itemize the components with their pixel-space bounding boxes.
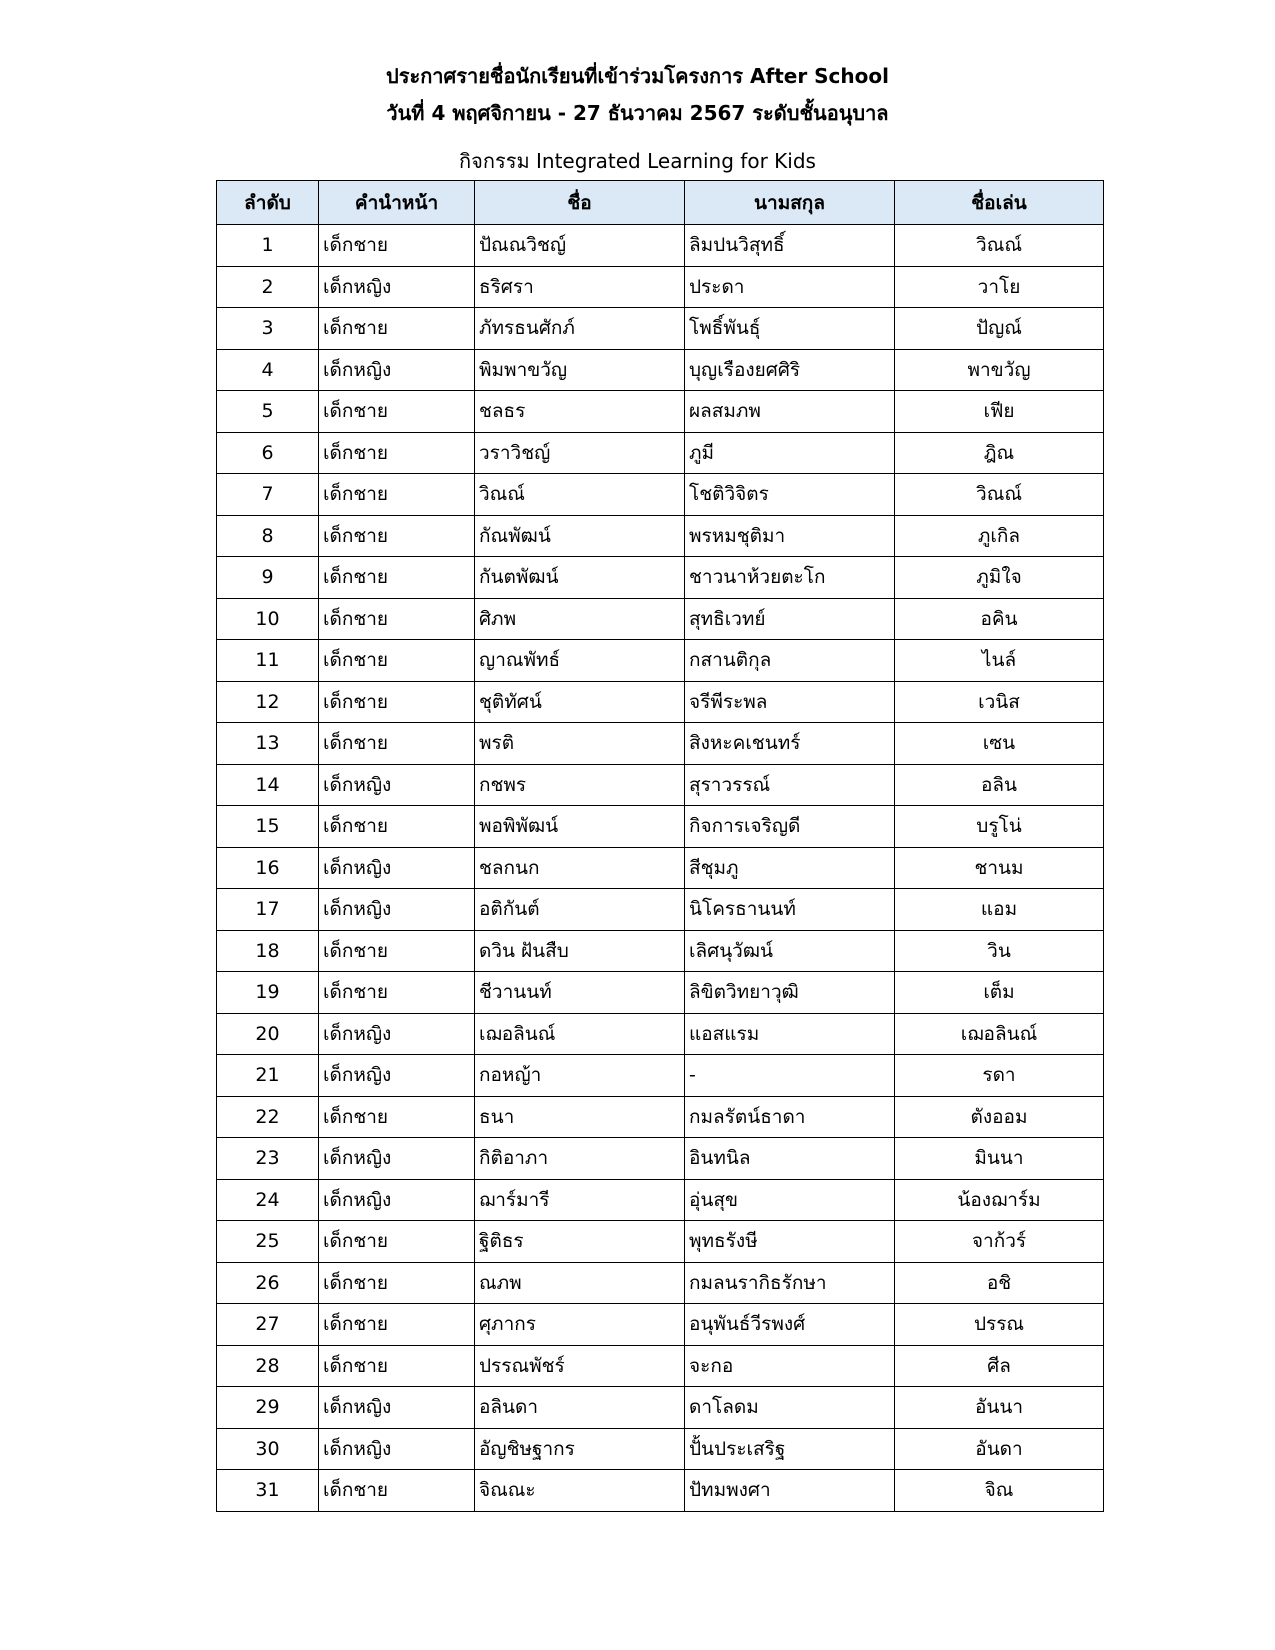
table-body xyxy=(217,225,1104,1512)
nickname-cell: อชิ xyxy=(895,1262,1104,1304)
table-row xyxy=(217,432,1104,474)
table-row xyxy=(217,515,1104,557)
first-name-cell: วราวิชญ์ xyxy=(475,432,685,474)
first-name-cell: ภัทรธนศักภ์ xyxy=(475,308,685,350)
last-name-cell: ลิขิตวิทยาวุฒิ xyxy=(685,972,895,1014)
last-name-cell: ประดา xyxy=(685,266,895,308)
last-name-cell: บุญเรืองยศศิริ xyxy=(685,349,895,391)
last-name-cell: สิงหะคเชนทร์ xyxy=(685,723,895,765)
number-cell: 14 xyxy=(217,764,319,806)
nickname-cell: เวนิส xyxy=(895,681,1104,723)
prefix-cell: เด็กหญิง xyxy=(319,349,475,391)
number-cell: 10 xyxy=(217,598,319,640)
nickname-cell: อคิน xyxy=(895,598,1104,640)
first-name-cell: เฌอลินณ์ xyxy=(475,1013,685,1055)
first-name-cell: ศุภากร xyxy=(475,1304,685,1346)
column-header-nickname: ชื่อเล่น xyxy=(895,181,1104,225)
first-name-cell: ชีวานนท์ xyxy=(475,972,685,1014)
nickname-cell: รดา xyxy=(895,1055,1104,1097)
last-name-cell: อินทนิล xyxy=(685,1138,895,1180)
table-row xyxy=(217,474,1104,516)
table-row xyxy=(217,225,1104,267)
last-name-cell: สุราวรรณ์ xyxy=(685,764,895,806)
nickname-cell: วิณณ์ xyxy=(895,225,1104,267)
table-row xyxy=(217,1387,1104,1429)
table-row xyxy=(217,1304,1104,1346)
table-row xyxy=(217,640,1104,682)
first-name-cell: ชลกนก xyxy=(475,847,685,889)
first-name-cell: กัณพัฒน์ xyxy=(475,515,685,557)
number-cell: 13 xyxy=(217,723,319,765)
number-cell: 29 xyxy=(217,1387,319,1429)
table-row xyxy=(217,889,1104,931)
number-cell: 24 xyxy=(217,1179,319,1221)
table-row xyxy=(217,1345,1104,1387)
prefix-cell: เด็กชาย xyxy=(319,308,475,350)
first-name-cell: พิมพาขวัญ xyxy=(475,349,685,391)
nickname-cell: ตังออม xyxy=(895,1096,1104,1138)
first-name-cell: อลินดา xyxy=(475,1387,685,1429)
prefix-cell: เด็กชาย xyxy=(319,225,475,267)
first-name-cell: วิณณ์ xyxy=(475,474,685,516)
first-name-cell: กอหญ้า xyxy=(475,1055,685,1097)
first-name-cell: ธริศรา xyxy=(475,266,685,308)
number-cell: 25 xyxy=(217,1221,319,1263)
last-name-cell: อนุพันธ์วีรพงศ์ xyxy=(685,1304,895,1346)
first-name-cell: ชุติทัศน์ xyxy=(475,681,685,723)
prefix-cell: เด็กชาย xyxy=(319,1221,475,1263)
prefix-cell: เด็กหญิง xyxy=(319,889,475,931)
first-name-cell: ญาณพัทธ์ xyxy=(475,640,685,682)
prefix-cell: เด็กชาย xyxy=(319,515,475,557)
nickname-cell: ปัญณ์ xyxy=(895,308,1104,350)
prefix-cell: เด็กหญิง xyxy=(319,266,475,308)
prefix-cell: เด็กชาย xyxy=(319,1096,475,1138)
number-cell: 15 xyxy=(217,806,319,848)
activity-name: กิจกรรม Integrated Learning for Kids xyxy=(459,149,816,173)
first-name-cell: ดวิน ฝันสืบ xyxy=(475,930,685,972)
prefix-cell: เด็กหญิง xyxy=(319,847,475,889)
first-name-cell: จิณณะ xyxy=(475,1470,685,1512)
number-cell: 2 xyxy=(217,266,319,308)
first-name-cell: ธนา xyxy=(475,1096,685,1138)
prefix-cell: เด็กหญิง xyxy=(319,1387,475,1429)
table-row xyxy=(217,681,1104,723)
nickname-cell: เต็ม xyxy=(895,972,1104,1014)
last-name-cell: สีชุมภู xyxy=(685,847,895,889)
number-cell: 6 xyxy=(217,432,319,474)
prefix-cell: เด็กชาย xyxy=(319,640,475,682)
number-cell: 19 xyxy=(217,972,319,1014)
last-name-cell: ปัทมพงศา xyxy=(685,1470,895,1512)
number-cell: 5 xyxy=(217,391,319,433)
nickname-cell: ไนล์ xyxy=(895,640,1104,682)
prefix-cell: เด็กชาย xyxy=(319,723,475,765)
table-row xyxy=(217,764,1104,806)
table-row xyxy=(217,930,1104,972)
number-cell: 4 xyxy=(217,349,319,391)
table-row xyxy=(217,847,1104,889)
number-cell: 17 xyxy=(217,889,319,931)
nickname-cell: จิณ xyxy=(895,1470,1104,1512)
first-name-cell: ปัณณวิชญ์ xyxy=(475,225,685,267)
number-cell: 16 xyxy=(217,847,319,889)
first-name-cell: ชลธร xyxy=(475,391,685,433)
number-cell: 20 xyxy=(217,1013,319,1055)
first-name-cell: ฐิติธร xyxy=(475,1221,685,1263)
document-date-range: วันที่ 4 พฤศจิกายน - 27 ธันวาคม 2567 ระดับชั้นอนุบาล xyxy=(386,101,889,125)
prefix-cell: เด็กชาย xyxy=(319,598,475,640)
nickname-cell: จาก้วร์ xyxy=(895,1221,1104,1263)
number-cell: 18 xyxy=(217,930,319,972)
last-name-cell: สุทธิเวทย์ xyxy=(685,598,895,640)
nickname-cell: เซน xyxy=(895,723,1104,765)
last-name-cell: ผลสมภพ xyxy=(685,391,895,433)
table-row xyxy=(217,1138,1104,1180)
first-name-cell: ปรรณพัชร์ xyxy=(475,1345,685,1387)
number-cell: 28 xyxy=(217,1345,319,1387)
nickname-cell: วิณณ์ xyxy=(895,474,1104,516)
last-name-cell: - xyxy=(685,1055,895,1097)
last-name-cell: เลิศนุวัฒน์ xyxy=(685,930,895,972)
last-name-cell: นิโครธานนท์ xyxy=(685,889,895,931)
number-cell: 30 xyxy=(217,1428,319,1470)
nickname-cell: เฌอลินณ์ xyxy=(895,1013,1104,1055)
column-header-prefix: คำนำหน้า xyxy=(319,181,475,225)
prefix-cell: เด็กชาย xyxy=(319,432,475,474)
table-row xyxy=(217,557,1104,599)
number-cell: 12 xyxy=(217,681,319,723)
prefix-cell: เด็กชาย xyxy=(319,930,475,972)
nickname-cell: เฟีย xyxy=(895,391,1104,433)
prefix-cell: เด็กชาย xyxy=(319,972,475,1014)
last-name-cell: กมลนรากิธรักษา xyxy=(685,1262,895,1304)
table-row xyxy=(217,1096,1104,1138)
prefix-cell: เด็กชาย xyxy=(319,1262,475,1304)
nickname-cell: วาโย xyxy=(895,266,1104,308)
first-name-cell: พรติ xyxy=(475,723,685,765)
table-row xyxy=(217,1013,1104,1055)
last-name-cell: กิจการเจริญดี xyxy=(685,806,895,848)
last-name-cell: กสานติกุล xyxy=(685,640,895,682)
nickname-cell: ฎิณ xyxy=(895,432,1104,474)
first-name-cell: ศิภพ xyxy=(475,598,685,640)
nickname-cell: พาขวัญ xyxy=(895,349,1104,391)
table-row xyxy=(217,723,1104,765)
first-name-cell: กิติอาภา xyxy=(475,1138,685,1180)
nickname-cell: ภูเกิล xyxy=(895,515,1104,557)
last-name-cell: ดาโลดม xyxy=(685,1387,895,1429)
column-header-number: ลำดับ xyxy=(217,181,319,225)
nickname-cell: อลิน xyxy=(895,764,1104,806)
prefix-cell: เด็กหญิง xyxy=(319,1013,475,1055)
table-row xyxy=(217,1428,1104,1470)
first-name-cell: ณภพ xyxy=(475,1262,685,1304)
first-name-cell: อติกันต์ xyxy=(475,889,685,931)
table-row xyxy=(217,1055,1104,1097)
last-name-cell: แอสแรม xyxy=(685,1013,895,1055)
number-cell: 1 xyxy=(217,225,319,267)
student-roster-table xyxy=(216,180,1104,1512)
number-cell: 3 xyxy=(217,308,319,350)
first-name-cell: อัญชิษฐากร xyxy=(475,1428,685,1470)
nickname-cell: ศีล xyxy=(895,1345,1104,1387)
prefix-cell: เด็กชาย xyxy=(319,806,475,848)
table-row xyxy=(217,266,1104,308)
last-name-cell: จรีพีระพล xyxy=(685,681,895,723)
number-cell: 22 xyxy=(217,1096,319,1138)
document-title: ประกาศรายชื่อนักเรียนที่เข้าร่วมโครงการ After School xyxy=(386,64,889,88)
table-row xyxy=(217,349,1104,391)
first-name-cell: พอพิพัฒน์ xyxy=(475,806,685,848)
last-name-cell: โพธิ์พันธุ์ xyxy=(685,308,895,350)
last-name-cell: พุทธรังษี xyxy=(685,1221,895,1263)
number-cell: 27 xyxy=(217,1304,319,1346)
table-row xyxy=(217,1179,1104,1221)
column-header-first-name: ชื่อ xyxy=(475,181,685,225)
prefix-cell: เด็กชาย xyxy=(319,681,475,723)
last-name-cell: พรหมชุติมา xyxy=(685,515,895,557)
table-row xyxy=(217,598,1104,640)
last-name-cell: กมลรัตน์ธาดา xyxy=(685,1096,895,1138)
number-cell: 26 xyxy=(217,1262,319,1304)
first-name-cell: กชพร xyxy=(475,764,685,806)
first-name-cell: กันตพัฒน์ xyxy=(475,557,685,599)
table-row xyxy=(217,1221,1104,1263)
number-cell: 7 xyxy=(217,474,319,516)
table-row xyxy=(217,806,1104,848)
nickname-cell: วิน xyxy=(895,930,1104,972)
nickname-cell: อันดา xyxy=(895,1428,1104,1470)
nickname-cell: บรูโน่ xyxy=(895,806,1104,848)
prefix-cell: เด็กชาย xyxy=(319,557,475,599)
table-row xyxy=(217,1262,1104,1304)
table-row xyxy=(217,308,1104,350)
last-name-cell: ลิมปนวิสุทธิ์ xyxy=(685,225,895,267)
table-row xyxy=(217,972,1104,1014)
nickname-cell: ชานม xyxy=(895,847,1104,889)
nickname-cell: อันนา xyxy=(895,1387,1104,1429)
last-name-cell: ภูมี xyxy=(685,432,895,474)
last-name-cell: ปั้นประเสริฐ xyxy=(685,1428,895,1470)
nickname-cell: ปรรณ xyxy=(895,1304,1104,1346)
prefix-cell: เด็กหญิง xyxy=(319,1179,475,1221)
prefix-cell: เด็กหญิง xyxy=(319,1138,475,1180)
nickname-cell: ภูมิใจ xyxy=(895,557,1104,599)
prefix-cell: เด็กหญิง xyxy=(319,1428,475,1470)
last-name-cell: โชติวิจิตร xyxy=(685,474,895,516)
prefix-cell: เด็กหญิง xyxy=(319,764,475,806)
table-row xyxy=(217,1470,1104,1512)
prefix-cell: เด็กชาย xyxy=(319,1470,475,1512)
prefix-cell: เด็กหญิง xyxy=(319,1055,475,1097)
number-cell: 31 xyxy=(217,1470,319,1512)
nickname-cell: น้องฌาร์ม xyxy=(895,1179,1104,1221)
number-cell: 8 xyxy=(217,515,319,557)
prefix-cell: เด็กชาย xyxy=(319,391,475,433)
prefix-cell: เด็กชาย xyxy=(319,474,475,516)
number-cell: 11 xyxy=(217,640,319,682)
last-name-cell: จะกอ xyxy=(685,1345,895,1387)
table-row xyxy=(217,391,1104,433)
last-name-cell: อุ่นสุข xyxy=(685,1179,895,1221)
prefix-cell: เด็กชาย xyxy=(319,1345,475,1387)
table-header-row xyxy=(217,181,1104,225)
first-name-cell: ฌาร์มารี xyxy=(475,1179,685,1221)
number-cell: 21 xyxy=(217,1055,319,1097)
column-header-last-name: นามสกุล xyxy=(685,181,895,225)
number-cell: 23 xyxy=(217,1138,319,1180)
number-cell: 9 xyxy=(217,557,319,599)
prefix-cell: เด็กชาย xyxy=(319,1304,475,1346)
nickname-cell: แอม xyxy=(895,889,1104,931)
last-name-cell: ชาวนาห้วยตะโก xyxy=(685,557,895,599)
nickname-cell: มินนา xyxy=(895,1138,1104,1180)
